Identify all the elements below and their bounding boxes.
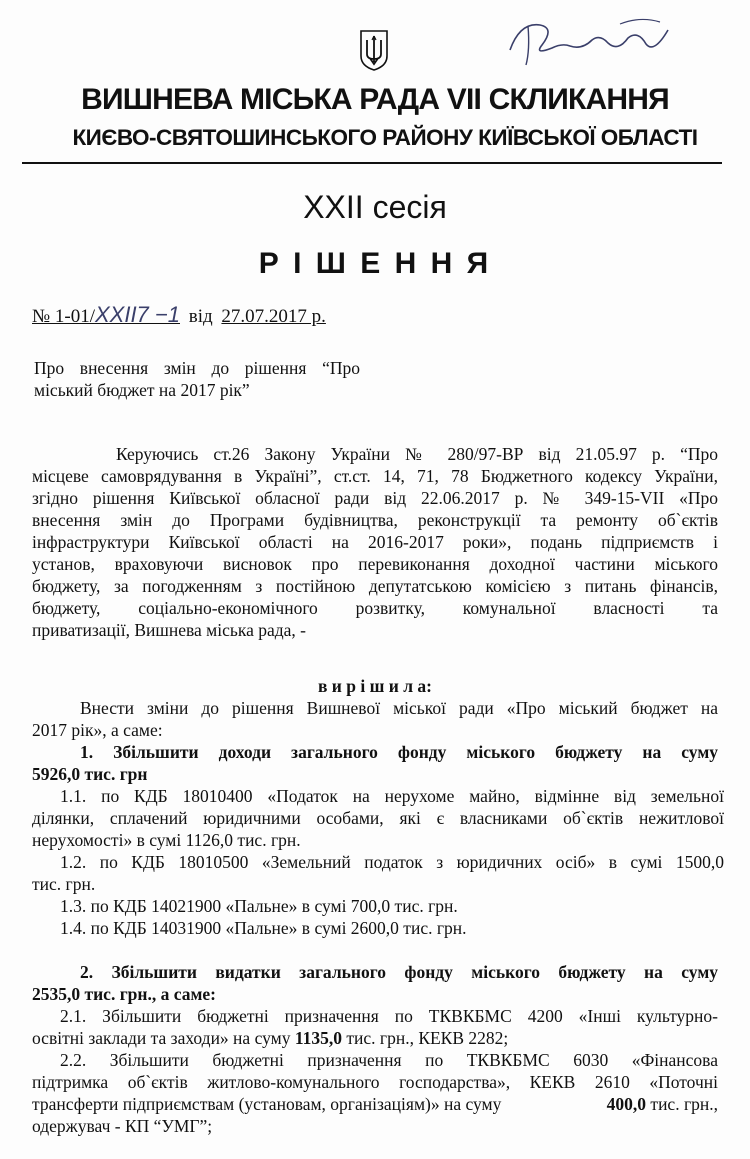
item-2-2-text: трансферти підприємствам (установам, організаціям)» на суму	[32, 1094, 502, 1114]
session-title: XXII сесія	[303, 189, 447, 225]
signature-icon	[500, 10, 680, 72]
preamble-line: установ, враховуючи висновок про перевиконання доходної частини міського	[32, 554, 718, 574]
resolved-heading: в и р і ш и л а:	[317, 676, 432, 696]
item-2-1-text-end: тис. грн., КЕКВ 2282;	[342, 1028, 509, 1048]
preamble-line: бюджету, соціально-економічного розвитку, комунальної власності та	[32, 598, 718, 618]
item-2-1-text: освітні заклади та заходи» на суму	[32, 1028, 295, 1048]
decision-date-label: від	[188, 306, 213, 327]
intro-line: 2017 рік», а саме:	[32, 720, 163, 740]
header-divider	[22, 162, 722, 164]
item-2-2-text-end: тис. грн.,	[646, 1094, 718, 1114]
decision-number	[32, 304, 326, 328]
item-2-1-amount: 1135,0	[294, 1028, 342, 1048]
council-title: ВИШНЕВА МІСЬКА РАДА VII СКЛИКАННЯ	[81, 83, 669, 116]
item-1-3: 1.3. по КДБ 14021900 «Пальне» в сумі 700,0 тис. грн.	[60, 896, 458, 916]
document-type: Р І Ш Е Н Н Я	[258, 247, 492, 280]
item-2-2: 2.2. Збільшити бюджетні призначення по ТКВКБМС 6030 «Фінансова	[60, 1050, 718, 1070]
item-1-1: 1.1. по КДБ 18010400 «Податок на нерухоме майно, відмінне від земельної	[60, 786, 724, 806]
preamble-line: інфраструктури Київської області на 2016-2017 роки», подань підприємств і	[32, 532, 718, 552]
section2-heading: 2. Збільшити видатки загального фонду міського бюджету на суму	[80, 962, 718, 982]
item-1-1: нерухомості» в сумі 1126,0 тис. грн.	[32, 830, 301, 850]
section2-heading-amount: 2535,0 тис. грн., а саме:	[32, 984, 216, 1004]
item-1-4: 1.4. по КДБ 14031900 «Пальне» в сумі 2600,0 тис. грн.	[60, 918, 467, 938]
item-1-2: тис. грн.	[32, 874, 96, 894]
item-2-2-amount: 400,0	[606, 1094, 647, 1114]
decision-date: 27.07.2017 р.	[221, 306, 326, 327]
item-1-2: 1.2. по КДБ 18010500 «Земельний податок з юридичних осіб» в сумі 1500,0	[60, 852, 724, 872]
intro-line: Внести зміни до рішення Вишневої міської ради «Про міський бюджет на	[80, 698, 718, 718]
section1-heading: 1. Збільшити доходи загального фонду міського бюджету на суму	[80, 742, 718, 762]
preamble-line: внесення змін до Програми будівництва, реконструкції та ремонту об`єктів	[32, 510, 718, 530]
district-title: КИЄВО-СВЯТОШИНСЬКОГО РАЙОНУ КИЇВСЬКОЇ ОБЛАСТІ	[72, 125, 698, 150]
item-2-2: підтримка об`єктів житлово-комунального господарства», КЕКВ 2610 «Поточні	[32, 1072, 718, 1092]
preamble-line: місцеве самоврядування в Україні”, ст.ст. 14, 71, 78 Бюджетного кодексу України,	[32, 466, 718, 486]
item-2-1	[32, 1028, 508, 1050]
preamble-line: приватизації, Вишнева міська рада, -	[32, 620, 307, 640]
decision-number-prefix: № 1-01/	[32, 306, 95, 327]
item-1-1: ділянки, сплачений юридичними особами, які є власниками об`єктів нежитлової	[32, 808, 724, 828]
preamble-line: згідно рішення Київської обласної ради від 22.06.2017 р. № 349-15-VII «Про	[32, 488, 718, 508]
coat-of-arms-icon	[358, 28, 390, 72]
decision-number-handwritten: XXII7 −1	[94, 302, 180, 327]
item-2-2: одержувач - КП “УМГ”;	[32, 1116, 213, 1136]
subject-line-2: міський бюджет на 2017 рік”	[34, 380, 250, 400]
item-2-2	[32, 1094, 718, 1116]
item-2-1: 2.1. Збільшити бюджетні призначення по ТКВКБМС 4200 «Інші культурно-	[60, 1006, 718, 1026]
subject-line-1: Про внесення змін до рішення “Про	[34, 358, 360, 378]
preamble-line: бюджету, за погодженням з постійною депутатською комісією з питань фінансів,	[32, 576, 718, 596]
section1-heading-amount: 5926,0 тис. грн	[32, 764, 148, 784]
preamble-line: Керуючись ст.26 Закону України № 280/97-ВР від 21.05.97 р. “Про	[116, 444, 718, 464]
